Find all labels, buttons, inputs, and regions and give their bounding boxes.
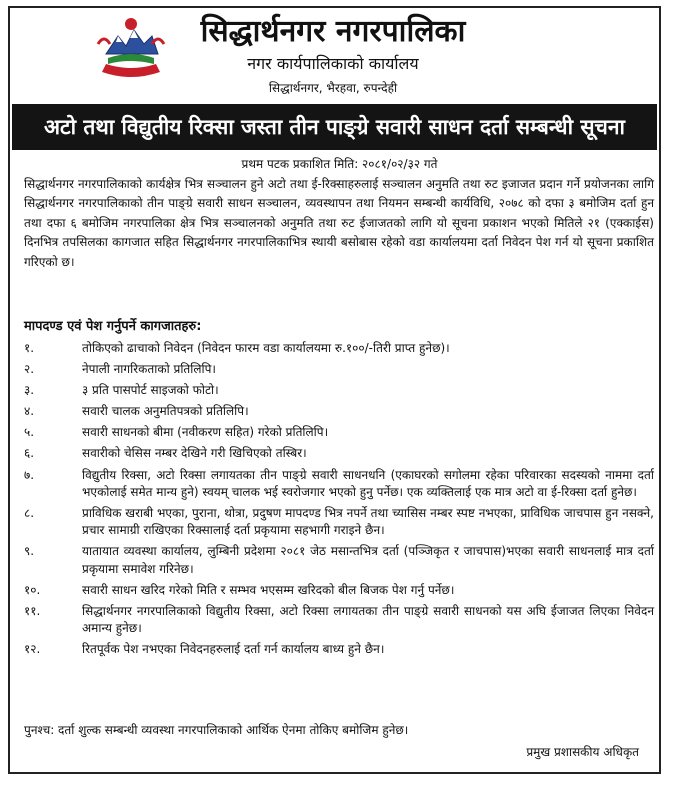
requirement-text: विद्युतीय रिक्सा, अटो रिक्सा लगायतका तीन पाङ्ग्रे सवारी साधनधनि (एकाघरको सगोलमा रहेका परिवारका सदस्यको नाममा दर्ता भएकोलाई समेत मान्य हुने) स्वयम् चालक भई स्वरोजगार भएको हुनु पर्नेछ। एक व्यक्तिलाई एक मात्र अटो वा ई-रिक्सा दर्ता हुनेछ। xyxy=(82,467,654,499)
requirements-heading: मापदण्ड एवं पेश गर्नुपर्ने कागजातहरु: xyxy=(24,319,202,334)
requirement-text: सवारी साधन खरिद गरेको मिति र सम्भव भएसम्म खरिदको बील बिजक पेश गर्नु पर्नेछ। xyxy=(82,582,455,597)
office-name: नगर कार्यपालिकाको कार्यालय xyxy=(247,54,419,73)
requirement-item xyxy=(24,467,654,502)
municipality-name: सिद्धार्थनगर नगरपालिका xyxy=(200,14,466,49)
requirement-text: नेपाली नागरिकताको प्रतिलिपि। xyxy=(82,362,216,377)
intro-paragraph: सिद्धार्थनगर नगरपालिकाको कार्यक्षेत्र भित्र सञ्चालन हुने अटो तथा ई-रिक्साहरुलाई सञ्चालन अनुमति तथा रुट इजाजत प्रदान गर्ने प्रयोजनका लागि सिद्धार्थनगर नगरपालिकाको तीन पाङ्ग्रे सवारी साधन सञ्चालन, व्यवस्थापन तथा नियमन सम्बन्धी कार्यविधि, २०७८ को दफा ३ बमोजिम दर्ता हुन तथा दफा ६ बमोजिम नगरपालिका क्षेत्र भित्र सञ्चालनको अनुमति तथा रुट ईजाजतको लागि यो सूचना प्रकाशन भएको मितिले २१ (एक्काईस) दिनभित्र तपसिलका कागजात सहित सिद्धार्थनगर नगरपालिकाभित्र स्थायी बसोबास रहेको वडा कार्यालयमा दर्ता निवेदन पेश गर्न यो सूचना प्रकाशित गरिएको छ। xyxy=(24,177,654,269)
requirement-number: ८. xyxy=(24,505,35,520)
requirement-number: ११. xyxy=(24,603,41,618)
requirement-number: १०. xyxy=(24,582,41,597)
office-address: सिद्धार्थनगर, भैरहवा, रुपन्देही xyxy=(268,81,398,95)
requirement-text: ३ प्रति पासपोर्ट साइजको फोटो। xyxy=(82,383,219,398)
requirements-list xyxy=(24,340,654,662)
publication-date: प्रथम पटक प्रकाशित मिति: २०८१/०२/३२ गते xyxy=(241,157,438,171)
requirement-text: सिद्धार्थनगर नगरपालिकाको विद्युतीय रिक्सा, अटो रिक्सा लगायतका तीन पाङ्ग्रे सवारी साधनको यस अघि ईजाजत लिएका निवेदन अमान्य हुनेछ। xyxy=(82,603,654,636)
requirement-item xyxy=(24,543,654,578)
requirement-item xyxy=(24,641,654,658)
requirement-text: प्राविधिक खराबी भएका, पुराना, थोत्रा, प्रदुषण मापदण्ड भित्र नपर्ने तथा च्यासिस नम्बर स्पष्ट नभएका, प्राविधिक जाचपास हुन नसक्ने, प्रचार सामाग्री राखिएका रिक्सालाई दर्ता प्रकृयामा सहभागी गराइने छैन। xyxy=(82,505,654,538)
requirement-text: यातायात व्यवस्था कार्यालय, लुम्बिनी प्रदेशमा २०८१ जेठ मसान्तभित्र दर्ता (पञ्जिकृत र जाचपास)भएका सवारी साधनलाई मात्र दर्ता प्रकृयामा समावेश गरिनेछ। xyxy=(82,544,654,576)
requirement-number: ५. xyxy=(24,425,35,440)
requirement-text: सवारी साधनको बीमा (नवीकरण सहित) गरेको प्रतिलिपि। xyxy=(82,425,329,440)
requirement-item xyxy=(24,403,654,420)
postscript-note: पुनश्च: दर्ता शुल्क सम्बन्धी व्यवस्था नगरपालिकाको आर्थिक ऐनमा तोकिए बमोजिम हुनेछ। xyxy=(24,723,409,737)
requirement-number: १२. xyxy=(24,642,41,657)
requirement-item xyxy=(24,445,654,462)
requirement-item xyxy=(24,505,654,540)
requirement-text: तोकिएको ढाचाको निवेदन (निवेदन फारम वडा कार्यालयमा रु.१००/-तिरी प्राप्त हुनेछ)। xyxy=(82,341,450,355)
requirement-text: सवारीको चेसिस नम्बर देखिने गरी खिचिएको तस्बिर। xyxy=(82,446,307,461)
requirement-number: १. xyxy=(24,341,35,355)
nepal-government-emblem-icon xyxy=(96,14,166,82)
requirement-item xyxy=(24,603,654,638)
requirement-number: ९. xyxy=(24,544,35,559)
requirement-item xyxy=(24,424,654,441)
requirement-number: ७. xyxy=(24,467,35,482)
requirement-number: ६. xyxy=(24,446,35,461)
requirement-number: ३. xyxy=(24,383,35,398)
requirement-item xyxy=(24,361,654,378)
requirement-item xyxy=(24,340,654,357)
signatory-title: प्रमुख प्रशासकीय अधिकृत xyxy=(526,745,639,759)
requirement-number: ४. xyxy=(24,404,35,419)
requirement-text: सवारी चालक अनुमतिपत्रको प्रतिलिपि। xyxy=(82,404,249,419)
requirement-item xyxy=(24,582,654,599)
requirement-text: रितपूर्वक पेश नभएका निवेदनहरुलाई दर्ता गर्न कार्यालय बाध्य हुने छैन। xyxy=(82,642,385,657)
requirement-item xyxy=(24,382,654,399)
notice-title-banner: अटो तथा विद्युतीय रिक्सा जस्ता तीन पाङ्ग्रे सवारी साधन दर्ता सम्बन्धी सूचना xyxy=(12,104,657,150)
requirement-number: २. xyxy=(24,362,35,377)
